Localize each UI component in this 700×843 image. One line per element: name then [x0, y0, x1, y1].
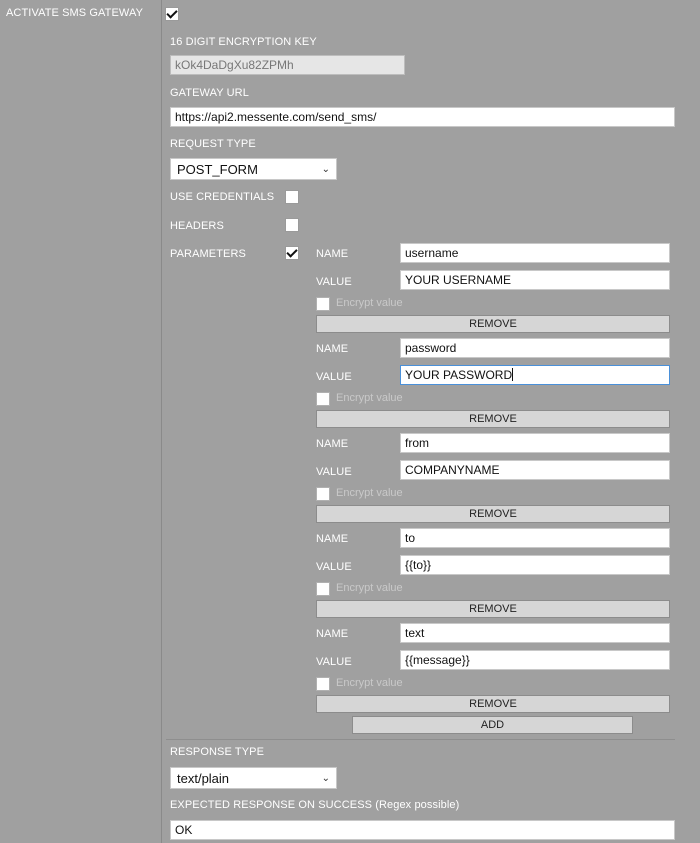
response-type-select[interactable] [170, 767, 337, 789]
headers-checkbox[interactable] [285, 218, 299, 232]
remove-parameter-button[interactable]: REMOVE [316, 410, 670, 428]
param-value-text: YOUR PASSWORD [405, 368, 513, 382]
param-value-label: VALUE [316, 561, 352, 573]
param-name-label: NAME [316, 438, 349, 450]
encrypt-value-checkbox[interactable] [316, 582, 330, 596]
encrypt-value-label: Encrypt value [336, 392, 403, 404]
gateway-url-label: GATEWAY URL [170, 87, 249, 99]
param-value-input[interactable]: {{to}} [400, 555, 670, 575]
response-type-value: text/plain [177, 771, 230, 786]
text-cursor [512, 368, 513, 381]
param-value-input[interactable]: YOUR USERNAME [400, 270, 670, 290]
encrypt-value-checkbox[interactable] [316, 392, 330, 406]
parameters-label: PARAMETERS [170, 248, 246, 260]
param-name-label: NAME [316, 343, 349, 355]
activate-sms-gateway-label: ACTIVATE SMS GATEWAY [6, 7, 144, 19]
param-name-label: NAME [316, 628, 349, 640]
request-type-value: POST_FORM [177, 162, 258, 177]
param-name-label: NAME [316, 248, 349, 260]
chevron-down-icon: ⌄ [321, 164, 330, 175]
encryption-key-field[interactable]: kOk4DaDgXu82ZPMh [170, 55, 405, 75]
encrypt-value-checkbox[interactable] [316, 487, 330, 501]
param-name-label: NAME [316, 533, 349, 545]
response-type-label: RESPONSE TYPE [170, 746, 265, 758]
param-value-input-focused[interactable] [400, 365, 670, 385]
gateway-url-input[interactable]: https://api2.messente.com/send_sms/ [170, 107, 675, 127]
encryption-key-label: 16 DIGIT ENCRYPTION KEY [170, 36, 317, 48]
activate-sms-gateway-checkbox[interactable] [165, 7, 179, 21]
param-name-input[interactable]: text [400, 623, 670, 643]
use-credentials-label: USE CREDENTIALS [170, 191, 275, 203]
parameters-checkbox[interactable] [285, 246, 299, 260]
param-value-label: VALUE [316, 371, 352, 383]
encrypt-value-checkbox[interactable] [316, 297, 330, 311]
expected-response-label: EXPECTED RESPONSE ON SUCCESS (Regex possible) [170, 799, 460, 811]
remove-parameter-button[interactable]: REMOVE [316, 315, 670, 333]
param-value-label: VALUE [316, 466, 352, 478]
encrypt-value-label: Encrypt value [336, 297, 403, 309]
param-value-label: VALUE [316, 276, 352, 288]
encrypt-value-label: Encrypt value [336, 677, 403, 689]
param-value-input[interactable]: {{message}} [400, 650, 670, 670]
headers-label: HEADERS [170, 220, 224, 232]
chevron-down-icon: ⌄ [321, 773, 330, 784]
encrypt-value-label: Encrypt value [336, 487, 403, 499]
request-type-label: REQUEST TYPE [170, 138, 256, 150]
remove-parameter-button[interactable]: REMOVE [316, 505, 670, 523]
add-parameter-button[interactable]: ADD [352, 716, 633, 734]
remove-parameter-button[interactable]: REMOVE [316, 600, 670, 618]
remove-parameter-button[interactable]: REMOVE [316, 695, 670, 713]
param-name-input[interactable]: password [400, 338, 670, 358]
request-type-select[interactable] [170, 158, 337, 180]
expected-response-input[interactable]: OK [170, 820, 675, 840]
param-value-input[interactable]: COMPANYNAME [400, 460, 670, 480]
encrypt-value-checkbox[interactable] [316, 677, 330, 691]
param-value-label: VALUE [316, 656, 352, 668]
section-separator [166, 739, 675, 740]
param-name-input[interactable]: from [400, 433, 670, 453]
use-credentials-checkbox[interactable] [285, 190, 299, 204]
param-name-input[interactable]: to [400, 528, 670, 548]
param-name-input[interactable]: username [400, 243, 670, 263]
encrypt-value-label: Encrypt value [336, 582, 403, 594]
section-divider [161, 0, 162, 843]
